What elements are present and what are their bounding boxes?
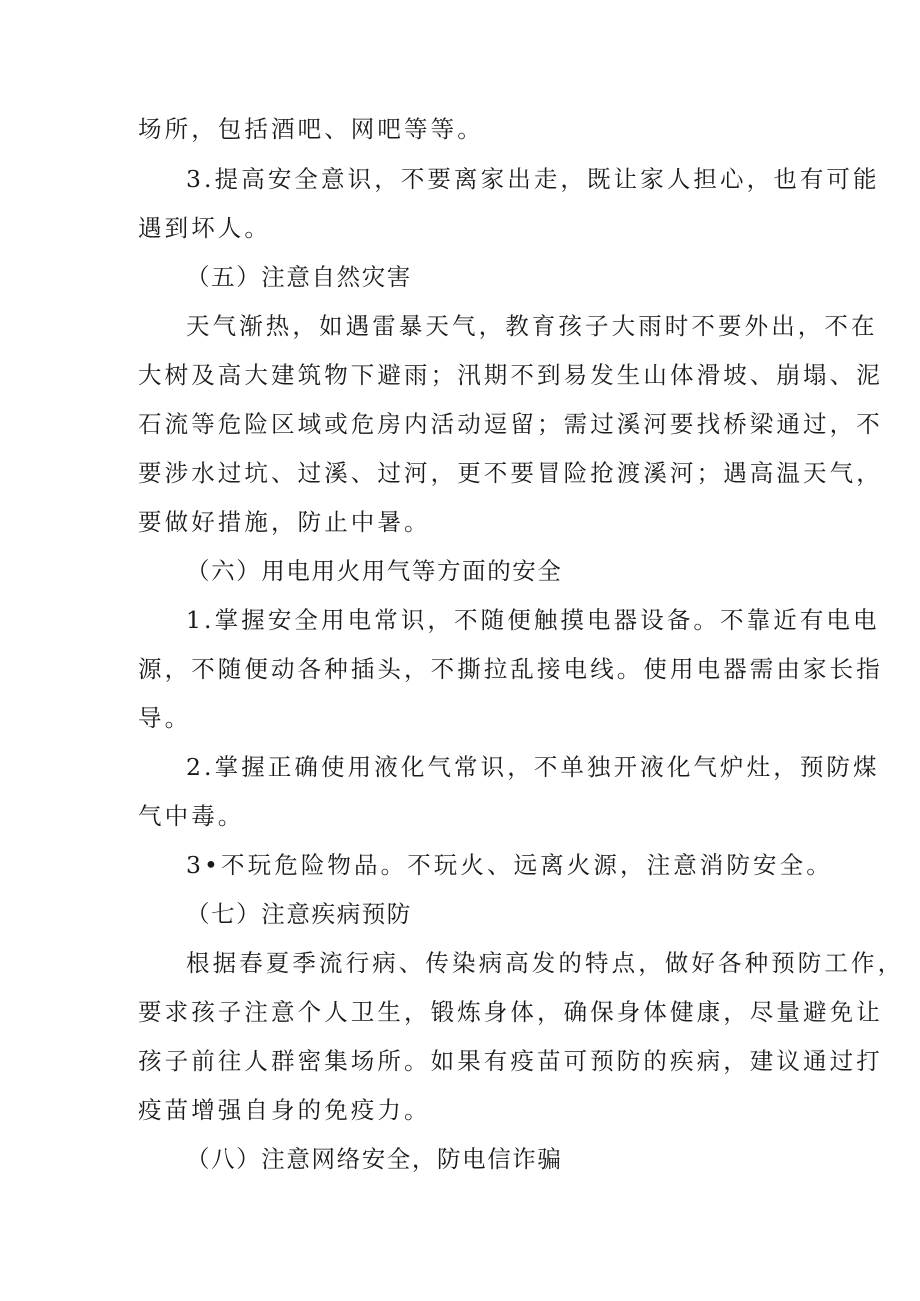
paragraph-line: 源，不随便动各种插头，不撕拉乱接电线。使用电器需由家长指 — [138, 655, 883, 683]
paragraph-line: 孩子前往人群密集场所。如果有疫苗可预防的疾病，建议通过打 — [138, 1047, 883, 1075]
section-heading: （七）注意疾病预防 — [186, 900, 412, 928]
paragraph-line: 根据春夏季流行病、传染病高发的特点，做好各种预防工作， — [186, 949, 905, 977]
section-heading: （八）注意网络安全，防电信诈骗 — [186, 1145, 563, 1173]
paragraph-line: 气中毒。 — [138, 802, 245, 830]
paragraph-line: 导。 — [138, 704, 192, 732]
numbered-item-line: 3.提高安全意识，不要离家出走，既让家人担心，也有可能 — [186, 165, 880, 193]
paragraph-line: 石流等危险区域或危房内活动逗留；需过溪河要找桥梁通过，不 — [138, 410, 883, 438]
section-heading: （六）用电用火用气等方面的安全 — [186, 557, 563, 585]
paragraph-line: 疫苗增强自身的免疫力。 — [138, 1096, 431, 1124]
paragraph-line: 要求孩子注意个人卫生，锻炼身体，确保身体健康，尽量避免让 — [138, 998, 883, 1026]
paragraph-line: 遇到坏人。 — [138, 214, 271, 242]
paragraph-line: 天气渐热，如遇雷暴天气，教育孩子大雨时不要外出，不在 — [186, 312, 878, 340]
section-heading: （五）注意自然灾害 — [186, 263, 412, 291]
paragraph-line: 大树及高大建筑物下避雨；汛期不到易发生山体滑坡、崩塌、泥 — [138, 361, 883, 389]
numbered-item-line: 1.掌握安全用电常识，不随便触摸电器设备。不靠近有电电 — [186, 606, 880, 634]
numbered-item-line: 2.掌握正确使用液化气常识，不单独开液化气炉灶，预防煤 — [186, 753, 880, 781]
paragraph-line: 场所，包括酒吧、网吧等等。 — [138, 115, 484, 143]
numbered-item-line: 3•不玩危险物品。不玩火、远离火源，注意消防安全。 — [186, 851, 833, 879]
paragraph-line: 要涉水过坑、过溪、过河，更不要冒险抢渡溪河；遇高温天气， — [138, 459, 883, 487]
paragraph-line: 要做好措施，防止中暑。 — [138, 508, 431, 536]
